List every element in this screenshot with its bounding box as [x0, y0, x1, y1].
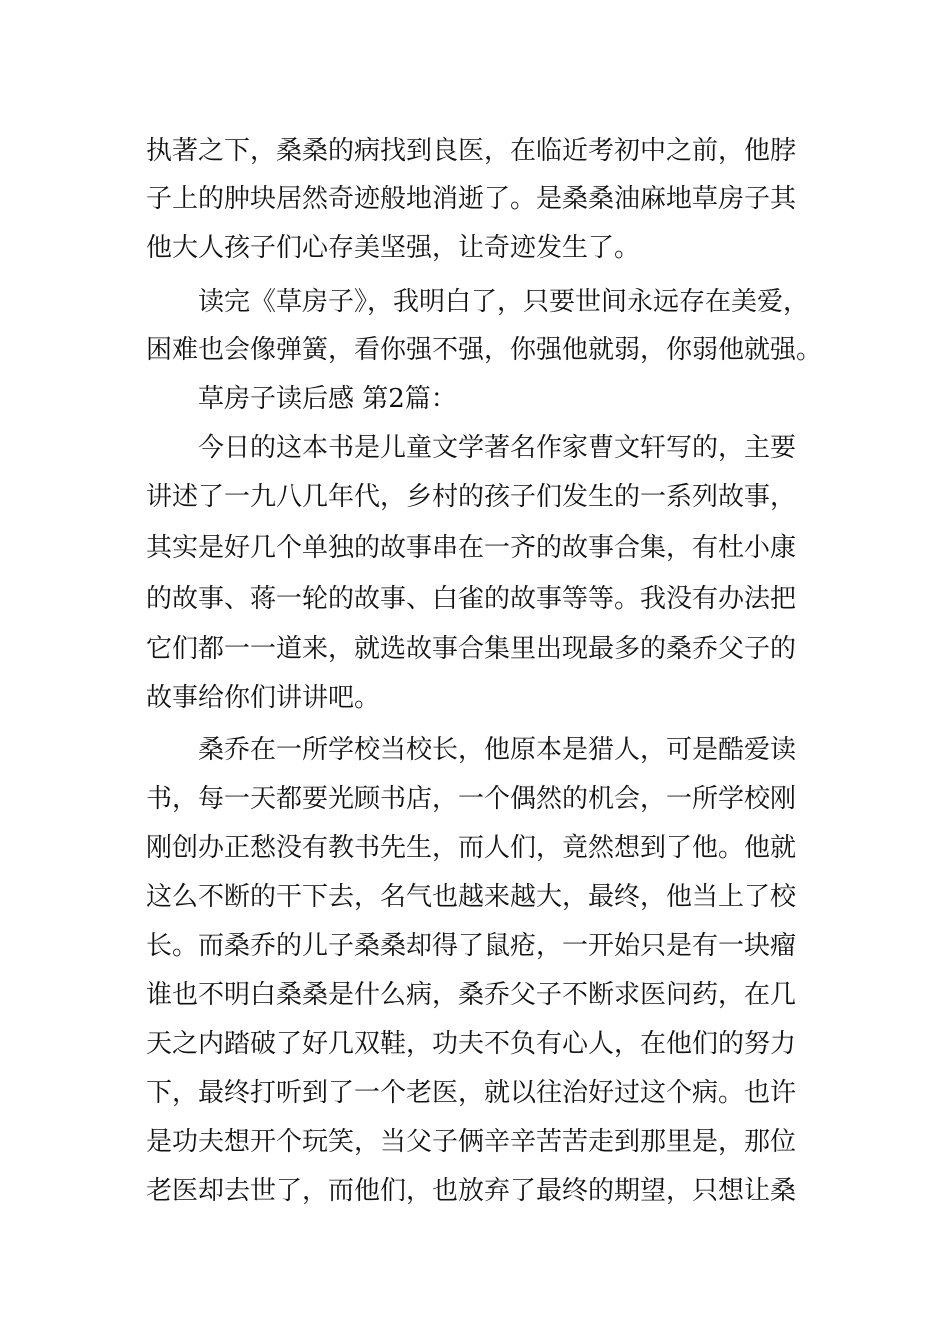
- text-line: 书，每一天都要光顾书店，一个偶然的机会，一所学校刚: [146, 784, 797, 814]
- text-line: 故事给你们讲讲吧。: [146, 683, 381, 713]
- text-line: 长。而桑乔的儿子桑桑却得了鼠疮，一开始只是有一块瘤: [146, 931, 797, 961]
- text-line: 是功夫想开个玩笑，当父子俩辛辛苦苦走到那里是，那位: [146, 1127, 797, 1157]
- text-line: 他大人孩子们心存美坚强，让奇迹发生了。: [146, 233, 641, 263]
- section-heading: 草房子读后感 第2篇：: [198, 384, 457, 414]
- text-line: 下，最终打听到了一个老医，就以往治好过这个病。也许: [146, 1078, 797, 1108]
- text-line: 谁也不明白桑桑是什么病，桑乔父子不断求医问药，在几: [146, 980, 797, 1010]
- text-line: 天之内踏破了好几双鞋，功夫不负有心人，在他们的努力: [146, 1029, 797, 1059]
- text-line: 今日的这本书是儿童文学著名作家曹文轩写的，主要: [198, 433, 797, 463]
- text-line: 这么不断的干下去，名气也越来越大，最终，他当上了校: [146, 882, 797, 912]
- text-line: 读完《草房子》，我明白了，只要世间永远存在美爱，: [198, 287, 810, 317]
- text-line: 的故事、蒋一轮的故事、白雀的故事等等。我没有办法把: [146, 584, 797, 614]
- text-line: 老医却去世了，而他们，也放弃了最终的期望，只想让桑: [146, 1176, 797, 1206]
- text-line: 桑乔在一所学校当校长，他原本是猎人，可是酷爱读: [198, 735, 797, 765]
- text-line: 其实是好几个单独的故事串在一齐的故事合集，有杜小康: [146, 533, 797, 563]
- text-line: 执著之下，桑桑的病找到良医，在临近考初中之前，他脖: [146, 136, 797, 166]
- text-line: 困难也会像弹簧，看你强不强，你强他就弱，你弱他就强。: [146, 335, 823, 365]
- text-line: 刚创办正愁没有教书先生，而人们，竟然想到了他。他就: [146, 833, 797, 863]
- text-line: 它们都一一道来，就选故事合集里出现最多的桑乔父子的: [146, 634, 797, 664]
- text-line: 子上的肿块居然奇迹般地消逝了。是桑桑油麻地草房子其: [146, 184, 797, 214]
- text-line: 讲述了一九八几年代，乡村的孩子们发生的一系列故事，: [146, 482, 797, 512]
